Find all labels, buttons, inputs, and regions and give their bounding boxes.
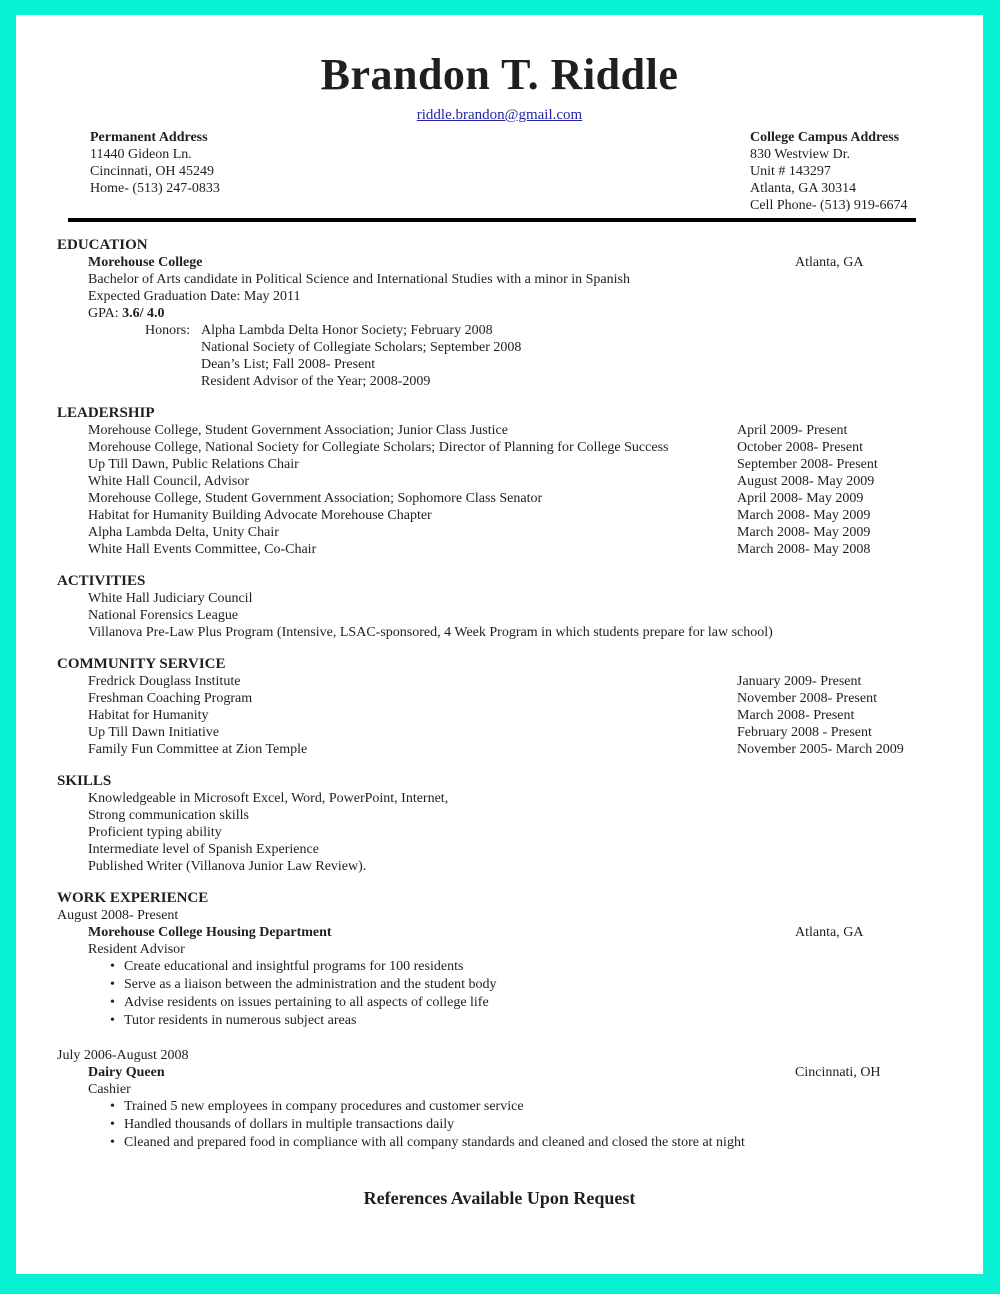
gpa-value: 3.6/ 4.0: [122, 306, 165, 321]
section-header-work-experience: WORK EXPERIENCE: [57, 890, 209, 906]
activity-item: Villanova Pre-Law Plus Program (Intensive, LSAC-sponsored, 4 Week Program in which students prepare for law school): [88, 625, 773, 640]
bullet-icon: •: [110, 1117, 115, 1132]
campus-address-label: College Campus Address: [750, 130, 900, 145]
campus-address-line: Cell Phone- (513) 919-6674: [750, 198, 908, 213]
community-service-title: Freshman Coaching Program: [88, 691, 253, 706]
header-divider: [68, 218, 916, 222]
leadership-title: Habitat for Humanity Building Advocate Morehouse Chapter: [88, 508, 432, 523]
job-bullet: [110, 1116, 983, 1134]
job-company-row: [16, 1064, 983, 1081]
permanent-address-line: 11440 Gideon Ln.: [90, 147, 192, 162]
job-role: Resident Advisor: [88, 942, 185, 957]
references-note: References Available Upon Request: [363, 1188, 636, 1208]
leadership-date: March 2008- May 2009: [737, 525, 871, 540]
activity-item: National Forensics League: [88, 608, 239, 623]
leadership-item: [16, 422, 983, 439]
leadership-title: Morehouse College, Student Government Association; Sophomore Class Senator: [88, 491, 543, 506]
email-row: [16, 107, 983, 124]
section-header-community-service: COMMUNITY SERVICE: [57, 656, 226, 672]
leadership-date: April 2009- Present: [737, 423, 848, 438]
community-service-title: Habitat for Humanity: [88, 708, 209, 723]
skill-item: Intermediate level of Spanish Experience: [88, 842, 319, 857]
job-bullet: [110, 976, 983, 994]
job-bullet-text: Serve as a liaison between the administration and the student body: [124, 977, 497, 992]
skill-item: Strong communication skills: [88, 808, 249, 823]
campus-address-line: Unit # 143297: [750, 164, 831, 179]
job-bullet: [110, 1012, 983, 1030]
job-entry: [16, 907, 983, 1030]
honors-item: Dean’s List; Fall 2008- Present: [201, 357, 376, 372]
job-role: Cashier: [88, 1082, 131, 1097]
leadership-item: [16, 490, 983, 507]
leadership-item: [16, 507, 983, 524]
community-service-date: November 2005- March 2009: [737, 742, 904, 757]
activity-item: White Hall Judiciary Council: [88, 591, 253, 606]
permanent-address-label: Permanent Address: [90, 130, 208, 145]
page-title: Brandon T. Riddle: [320, 50, 679, 99]
skill-item: Published Writer (Villanova Junior Law Review).: [88, 859, 367, 874]
permanent-address-line: Home- (513) 247-0833: [90, 181, 220, 196]
gpa-label: GPA:: [88, 306, 119, 321]
campus-address: [750, 129, 907, 214]
education-school-row: [16, 254, 983, 271]
section-header-leadership: LEADERSHIP: [57, 405, 155, 421]
job-bullet-text: Cleaned and prepared food in compliance with all company standards and cleaned and closed the store at night: [124, 1135, 745, 1150]
bullet-icon: •: [110, 1013, 115, 1028]
community-service-date: February 2008 - Present: [737, 725, 872, 740]
education-graduation: Expected Graduation Date: May 2011: [88, 289, 301, 304]
job-bullet: [110, 1134, 983, 1152]
job-entry: [16, 1047, 983, 1152]
leadership-date: October 2008- Present: [737, 440, 863, 455]
school-location: Atlanta, GA: [795, 255, 864, 270]
honors-block: [16, 322, 983, 390]
leadership-item: [16, 456, 983, 473]
job-location: Cincinnati, OH: [795, 1065, 881, 1080]
skill-item: Proficient typing ability: [88, 825, 222, 840]
section-header-activities: ACTIVITIES: [57, 573, 146, 589]
leadership-item: [16, 439, 983, 456]
job-bullet-text: Create educational and insightful programs for 100 residents: [124, 959, 464, 974]
leadership-title: Alpha Lambda Delta, Unity Chair: [88, 525, 279, 540]
leadership-title: White Hall Events Committee, Co-Chair: [88, 542, 317, 557]
leadership-title: Up Till Dawn, Public Relations Chair: [88, 457, 299, 472]
job-date-range: July 2006-August 2008: [57, 1048, 189, 1063]
leadership-item: [16, 541, 983, 558]
community-service-item: [16, 724, 983, 741]
education-gpa: [88, 305, 983, 322]
community-service-item: [16, 690, 983, 707]
community-service-date: March 2008- Present: [737, 708, 855, 723]
leadership-date: March 2008- May 2009: [737, 508, 871, 523]
campus-address-line: Atlanta, GA 30314: [750, 181, 857, 196]
leadership-date: April 2008- May 2009: [737, 491, 864, 506]
community-service-date: November 2008- Present: [737, 691, 877, 706]
leadership-date: March 2008- May 2008: [737, 542, 871, 557]
honors-item: Resident Advisor of the Year; 2008-2009: [201, 374, 431, 389]
skill-item: Knowledgeable in Microsoft Excel, Word, PowerPoint, Internet,: [88, 791, 449, 806]
education-degree: Bachelor of Arts candidate in Political Science and International Studies with a minor in Spanish: [88, 272, 630, 287]
permanent-address-line: Cincinnati, OH 45249: [90, 164, 215, 179]
job-bullet: [110, 958, 983, 976]
honors-item: National Society of Collegiate Scholars; September 2008: [201, 340, 522, 355]
bullet-icon: •: [110, 995, 115, 1010]
job-bullet: [110, 1098, 983, 1116]
section-header-education: EDUCATION: [57, 237, 148, 253]
section-header-skills: SKILLS: [57, 773, 112, 789]
leadership-title: White Hall Council, Advisor: [88, 474, 249, 489]
school-name: Morehouse College: [88, 255, 203, 270]
community-service-title: Up Till Dawn Initiative: [88, 725, 220, 740]
bullet-icon: •: [110, 1135, 115, 1150]
job-company: Dairy Queen: [88, 1065, 165, 1080]
job-company: Morehouse College Housing Department: [88, 925, 332, 940]
community-service-title: Fredrick Douglass Institute: [88, 674, 241, 689]
bullet-icon: •: [110, 959, 115, 974]
job-bullet-text: Handled thousands of dollars in multiple transactions daily: [124, 1117, 455, 1132]
community-service-title: Family Fun Committee at Zion Temple: [88, 742, 308, 757]
leadership-item: [16, 524, 983, 541]
honors-label: Honors:: [145, 323, 191, 338]
job-location: Atlanta, GA: [795, 925, 864, 940]
bullet-icon: •: [110, 977, 115, 992]
bullet-icon: •: [110, 1099, 115, 1114]
community-service-item: [16, 707, 983, 724]
community-service-item: [16, 741, 983, 758]
leadership-date: September 2008- Present: [737, 457, 878, 472]
address-block: [16, 129, 983, 215]
job-company-row: [16, 924, 983, 941]
honors-item: Alpha Lambda Delta Honor Society; February 2008: [201, 323, 493, 338]
leadership-title: Morehouse College, National Society for Collegiate Scholars; Director of Planning for College Success: [88, 440, 669, 455]
job-bullet-text: Tutor residents in numerous subject areas: [124, 1013, 357, 1028]
leadership-title: Morehouse College, Student Government Association; Junior Class Justice: [88, 423, 508, 438]
leadership-date: August 2008- May 2009: [737, 474, 875, 489]
email-link[interactable]: riddle.brandon@gmail.com: [416, 107, 583, 123]
campus-address-line: 830 Westview Dr.: [750, 147, 851, 162]
job-bullet-text: Trained 5 new employees in company procedures and customer service: [124, 1099, 524, 1114]
leadership-item: [16, 473, 983, 490]
community-service-item: [16, 673, 983, 690]
community-service-date: January 2009- Present: [737, 674, 862, 689]
job-date-range: August 2008- Present: [57, 908, 179, 923]
job-bullet: [110, 994, 983, 1012]
job-bullet-text: Advise residents on issues pertaining to all aspects of college life: [124, 995, 489, 1010]
